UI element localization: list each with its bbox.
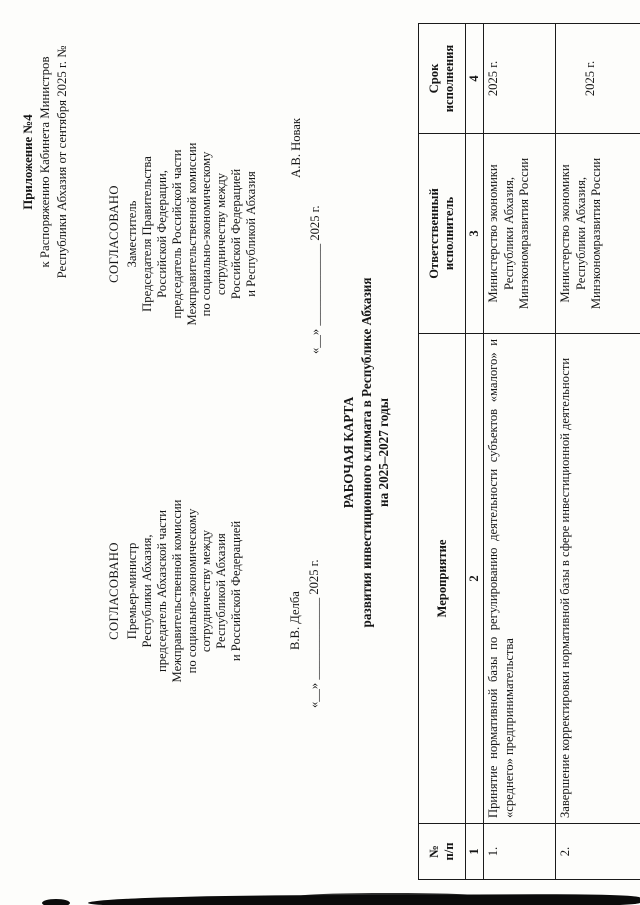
scan-artifact xyxy=(300,893,480,899)
agreed-line: сотрудничеству между xyxy=(199,529,214,653)
agreed-line: и Российской Федерацией xyxy=(229,520,244,662)
signature-date-line: «__» _____________ 2025 г. xyxy=(307,205,322,354)
title-line-1: РАБОЧАЯ КАРТА xyxy=(341,396,356,509)
title-line-2: развития инвестиционного климата в Республике Абхазия xyxy=(358,277,374,628)
appendix-line: Республики Абхазия от сентября 2025 г. № xyxy=(55,45,69,279)
column-number-row xyxy=(466,24,484,880)
col-header-activity xyxy=(419,334,466,824)
agreed-line: по социально-экономическому xyxy=(184,508,199,674)
column-number: 3 xyxy=(466,134,484,334)
signature-name: В.В. Делба xyxy=(288,591,303,650)
table-row xyxy=(556,24,640,880)
action-plan-table xyxy=(418,23,640,880)
agreed-line: Премьер-министр xyxy=(124,542,139,640)
title-line-3: на 2025–2027 годы xyxy=(376,398,391,507)
row-responsible: Министерство экономики Республики Абхазия, Минэкономразвития России xyxy=(556,134,640,334)
scan-artifact xyxy=(42,899,70,905)
column-number: 4 xyxy=(466,24,484,134)
col-header-responsible-label: Ответственный исполнитель xyxy=(427,188,456,279)
agreed-line: Межправительственной комиссии xyxy=(169,499,184,683)
row-number: 2. xyxy=(556,824,640,880)
agreed-line: Российской Федерации, xyxy=(154,170,169,298)
agreed-line: Республики Абхазия, xyxy=(139,534,154,648)
document-title xyxy=(340,0,393,905)
agreed-line: сотрудничеству между xyxy=(214,172,229,296)
column-number: 2 xyxy=(466,334,484,824)
appendix-line: к Распоряжению Кабинета Министров xyxy=(38,56,52,268)
signature-date-line: «__» _____________ 2025 г. xyxy=(307,559,322,708)
col-header-responsible xyxy=(419,134,466,334)
signature-block xyxy=(289,114,323,354)
appendix-number: Приложение №4 xyxy=(21,114,35,210)
signature-name: А.В. Новак xyxy=(289,118,304,178)
row-deadline: 2025 г. xyxy=(556,24,640,134)
row-number: 1. xyxy=(484,824,556,880)
agreed-line: председатель Абхазской части xyxy=(154,509,169,673)
table-row xyxy=(484,24,556,880)
agreed-heading: СОГЛАСОВАНО xyxy=(107,542,121,640)
agreed-line: и Республикой Абхазия xyxy=(244,171,259,297)
agreed-line: Заместитель xyxy=(124,200,139,268)
row-responsible: Министерство экономики Республики Абхазия, Минэкономразвития России xyxy=(484,134,556,334)
agreed-line: Российской Федерацией xyxy=(229,168,244,300)
agreed-line: по социально-экономическому xyxy=(199,151,214,317)
agreed-block-abkhazia xyxy=(107,474,322,708)
appendix-block xyxy=(20,14,71,310)
col-header-num xyxy=(419,824,466,880)
agreed-block-russia xyxy=(107,114,323,354)
agreed-line: председатель Российской части xyxy=(169,149,184,319)
column-number: 1 xyxy=(466,824,484,880)
row-deadline: 2025 г. xyxy=(484,24,556,134)
agreed-line: Председателя Правительства xyxy=(139,156,154,312)
col-header-activity-label: Мероприятие xyxy=(434,539,449,618)
table-header-row xyxy=(419,24,466,880)
col-header-num-label: № п/п xyxy=(427,842,456,861)
col-header-deadline-label: Срок исполнения xyxy=(427,44,456,113)
agreed-line: Республикой Абхазия xyxy=(214,533,229,649)
row-activity: Завершение корректировки нормативной базы в сфере инвестиционной деятельности xyxy=(556,334,640,824)
agreed-heading: СОГЛАСОВАНО xyxy=(107,185,121,283)
row-activity: Принятие нормативной базы по регулированию деятельности субъектов «малого» и «среднего» предпринимательства xyxy=(484,334,556,824)
signature-block xyxy=(288,474,322,708)
agreed-line: Межправительственной комиссии xyxy=(184,142,199,326)
col-header-deadline xyxy=(419,24,466,134)
